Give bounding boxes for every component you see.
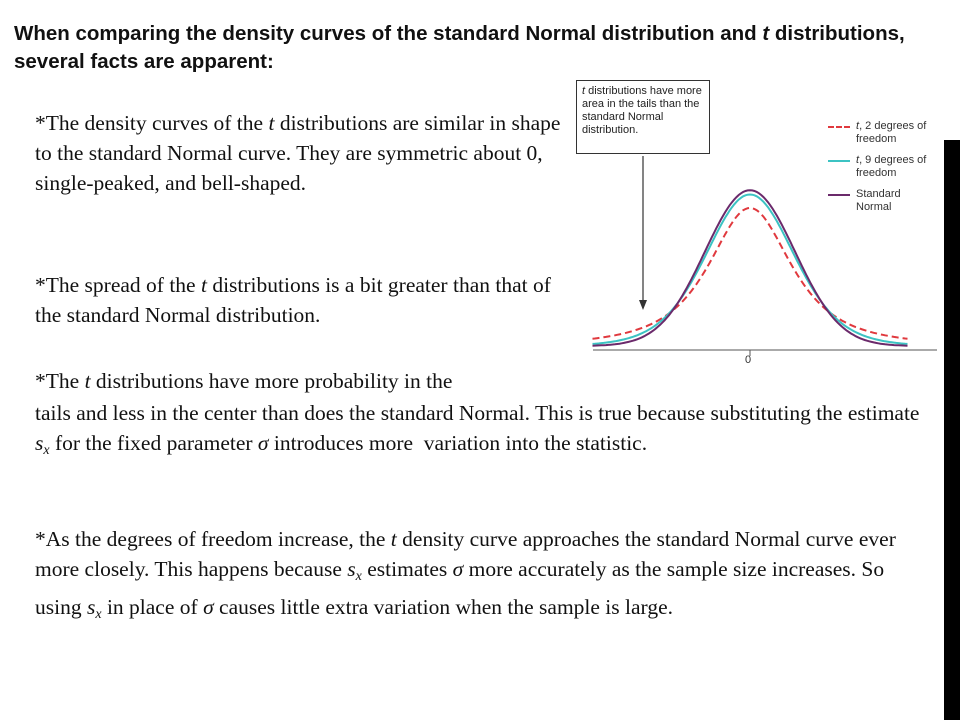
- slide-heading: [14, 20, 924, 76]
- zero-axis-label: 0: [745, 354, 752, 366]
- legend-swatch-normal: [828, 194, 850, 196]
- legend-item-t9: [828, 154, 938, 180]
- t2-density-curve: [593, 208, 908, 339]
- tails-callout-box: [576, 80, 710, 154]
- callout-arrow-head: [639, 300, 647, 310]
- point-tails-rest-text: tails and less in the center than does the standard Normal. This is true because substituting the estimate $s_x$ for the fixed parameter σ introduces more variation into the statistic.: [35, 401, 920, 458]
- legend-item-t2: [828, 120, 938, 146]
- sidebar-accent: [944, 0, 960, 140]
- point-tails-first-line: [35, 366, 575, 396]
- legend-label-t9: t, 9 degrees of freedom: [856, 154, 927, 179]
- legend-swatch-t2: [828, 126, 850, 128]
- point-spread: [35, 270, 575, 330]
- heading-text: When comparing the density curves of the standard Normal distribution and t distributions, several facts are apparent:: [14, 22, 905, 73]
- sidebar-black-block: [944, 140, 960, 720]
- legend-swatch-t9: [828, 160, 850, 162]
- legend-item-normal: [828, 188, 938, 214]
- point-tails-rest: [35, 398, 935, 466]
- point-shape: [35, 108, 575, 198]
- point-degrees-of-freedom: [35, 524, 935, 630]
- point-tails-first-text: *The t distributions have more probability in the: [35, 369, 453, 393]
- callout-text: t distributions have more area in the tails than the standard Normal distribution.: [582, 85, 702, 136]
- point-dof-text: *As the degrees of freedom increase, the t density curve approaches the standard Normal curve ever more closely. This happens because $s_x$ estimates σ more accurately as the sample size increases. So using $s_x$ in place of σ causes little extra variation when the sample is large.: [35, 527, 896, 622]
- legend-label-normal: Standard Normal: [856, 188, 901, 213]
- legend-label-t2: t, 2 degrees of freedom: [856, 120, 927, 145]
- right-sidebar-bar: [944, 0, 960, 720]
- figure-legend: [828, 120, 938, 222]
- point-shape-text: *The density curves of the t distributions are similar in shape to the standard Normal curve. They are symmetric about 0, single-peaked, and bell-shaped.: [35, 111, 561, 195]
- point-spread-text: *The spread of the t distributions is a bit greater than that of the standard Normal distribution.: [35, 273, 551, 327]
